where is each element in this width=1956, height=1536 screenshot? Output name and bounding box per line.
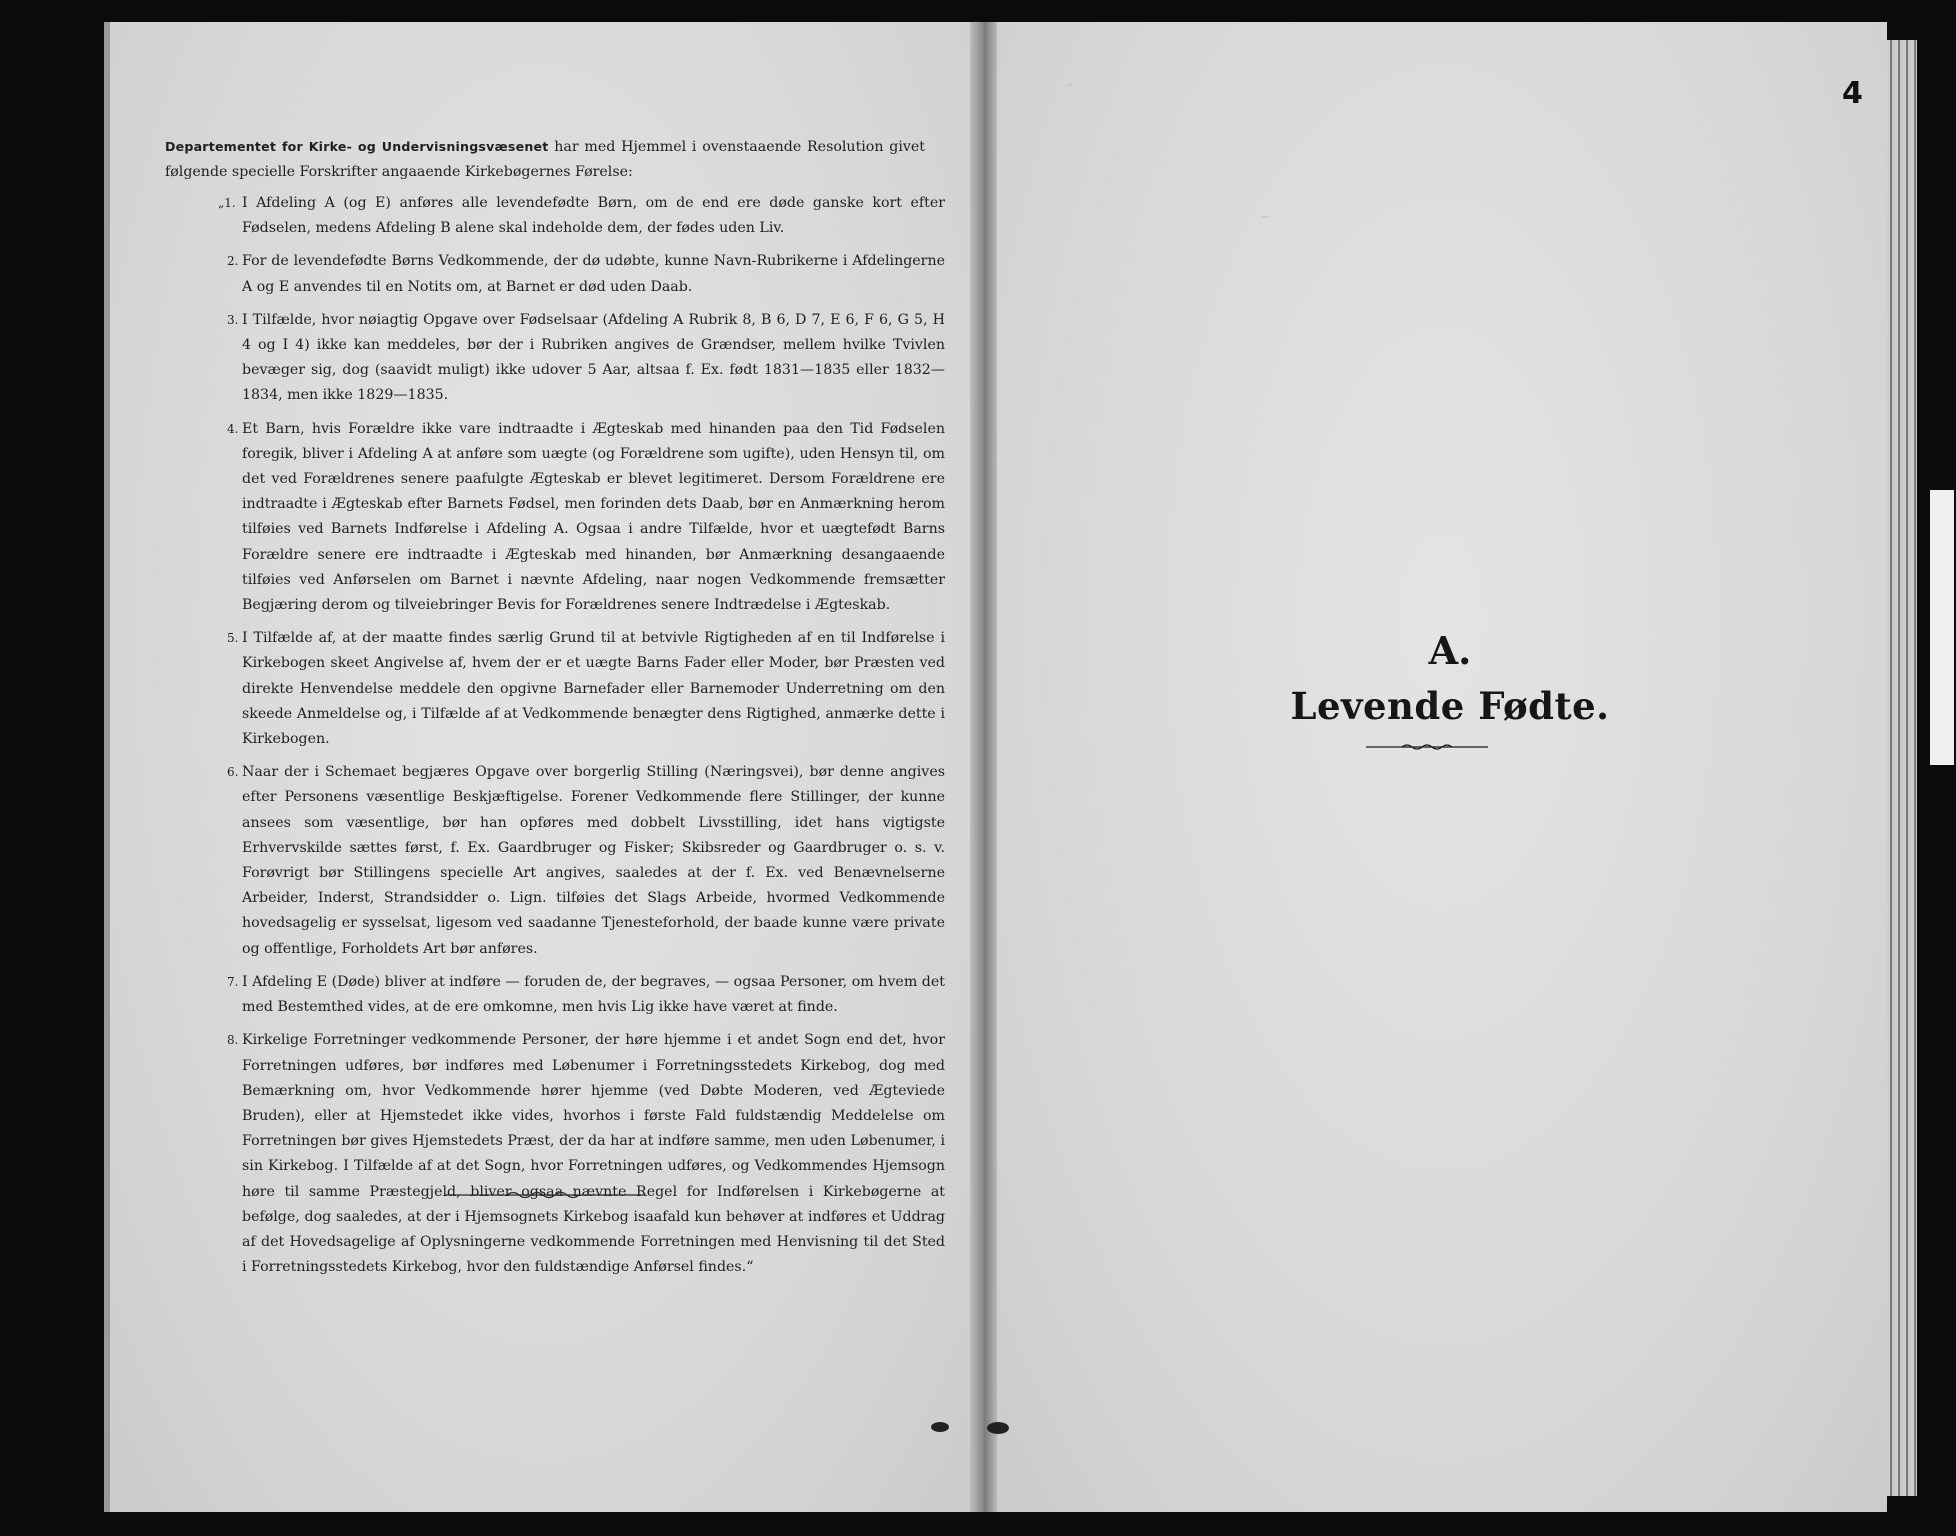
divider-ornament-left	[445, 1190, 645, 1200]
regulation-heading	[165, 134, 925, 185]
rule-text: I Afdeling E (Døde) bliver at indføre — foruden de, der begraves, — ogsaa Personer, om hvem det med Bestemthed vides, at de ere omkomne, men hvis Lig ikke have været at finde.	[242, 973, 945, 1016]
rule-number: 3.	[227, 312, 239, 327]
rule-number: „1.	[218, 196, 236, 210]
rule-item	[165, 626, 945, 752]
rule-number: 5.	[227, 631, 239, 646]
rule-item	[165, 970, 945, 1020]
rule-number: 2.	[227, 254, 239, 269]
rule-number: 6.	[227, 765, 239, 780]
rule-text: I Afdeling A (og E) anføres alle levendefødte Børn, om de end ere døde ganske kort efter Fødselen, medens Afdeling B alene skal indeholde dem, der fødes uden Liv.	[242, 195, 945, 237]
rules-list	[165, 191, 945, 1288]
rule-text: Naar der i Schemaet begjæres Opgave over borgerlig Stilling (Næringsvei), bør denne angives efter Personens væsentlige Beskjæftigelse. Forener Vedkommende flere Stillinger, der kunne ansees som væsentlige, bør han opføres med dobbelt Livsstilling, idet hans vigtigste Erhvervskilde sættes først, f. Ex. Gaardbruger og Fisker; Skibsreder og Gaardbruger o. s. v. Forøvrigt bør Stillingens specielle Art angives, saaledes at der f. Ex. ved Benævnelserne Arbeider, Inderst, Strandsidder o. Lign. tilføies det Slags Arbeide, hvormed Vedkommende hovedsagelig er sysselsat, ligesom ved saadanne Tjenesteforhold, der baade kunne være private og offentlige, Forholdets Art bør anføres.	[242, 764, 945, 957]
rule-item	[165, 760, 945, 962]
heading-department: Departementet for Kirke- og Undervisningsvæsenet	[165, 139, 549, 154]
rule-item	[165, 1028, 945, 1280]
rule-text: I Tilfælde, hvor nøiagtig Opgave over Fødselsaar (Afdeling A Rubrik 8, B 6, D 7, E 6, F 6, G 5, H 4 og I 4) ikke kan meddeles, bør der i Rubriken angives de Grændser, mellem hvilke Tvivlen bevæger sig, dog (saavidt muligt) ikke udover 5 Aar, altsaa f. Ex. født 1831—1835 eller 1832—1834, men ikke 1829—1835.	[242, 311, 945, 404]
rule-text: For de levendefødte Børns Vedkommende, der dø udøbte, kunne Navn-Rubrikerne i Afdelingerne A og E anvendes til en Notits om, at Barnet er død uden Daab.	[242, 253, 945, 295]
page-edges	[1887, 40, 1917, 1496]
rule-text: Kirkelige Forretninger vedkommende Personer, der høre hjemme i et andet Sogn end det, hvor Forretningen udføres, bør indføres med Løbenumer i Forretningsstedets Kirkebog, dog med Bemærkning om, hvor Vedkommende hører hjemme (ved Døbte Moderen, ved Ægteviede Bruden), eller at Hjemstedet ikke vides, hvorhos i første Fald fuldstændig Meddelelse om Forretningen bør gives Hjemstedets Præst, der da har at indføre samme, men uden Løbenumer, i sin Kirkebog. I Tilfælde af at det Sogn, hvor Forretningen udføres, og Vedkommendes Hjemsogn høre til samme Præstegjeld, bliver ogsaa nævnte Regel for Indførelsen i Kirkebøgerne at befølge, dog saaledes, at der i Hjemsognets Kirkebog isaafald kun behøver at indføres et Uddrag af det Hovedsagelige af Oplysningerne vedkommende Forretningen med Henvisning til det Sted i Forretningsstedets Kirkebog, hvor den fuldstændige Anførsel findes.“	[242, 1032, 945, 1276]
rule-item	[165, 249, 945, 299]
bleed-through-mark: ~	[1260, 210, 1271, 225]
heading-text: har med Hjemmel i ovenstaaende Resolution givet følgende specielle Forskrifter angaaende Kirkebøgernes Førelse:	[165, 139, 925, 180]
rule-number: 8.	[227, 1033, 239, 1048]
book-gutter	[970, 22, 997, 1512]
page-number: 4	[1842, 76, 1863, 111]
rule-text: Et Barn, hvis Forældre ikke vare indtraadte i Ægteskab med hinanden paa den Tid Fødselen foregik, bliver i Afdeling A at anføre som uægte (og Forældrene som ugifte), uden Hensyn til, om det ved Forældrenes senere paafulgte Ægteskab er blevet legitimeret. Dersom Forældrene ere indtraadte i Ægteskab efter Barnets Fødsel, men forinden dets Daab, bør en Anmærkning herom tilføies ved Barnets Indførelse i Afdeling A. Ogsaa i andre Tilfælde, hvor et uægtefødt Barns Forældre senere ere indtraadte i Ægteskab med hinanden, bør Anmærkning desangaaende tilføies ved Anførselen om Barnet i nævnte Afdeling, naar nogen Vedkommende fremsætter Begjæring derom og tilveiebringer Bevis for Forældrenes senere Indtrædelse i Ægteskab.	[242, 420, 945, 614]
section-letter: A.	[1428, 628, 1472, 673]
rule-number: 4.	[227, 421, 239, 436]
divider-ornament-right	[1366, 742, 1488, 752]
rule-item	[165, 308, 945, 409]
section-title: Levende Fødte.	[1290, 684, 1610, 728]
ink-blot	[928, 1418, 1018, 1428]
rule-item	[165, 191, 945, 241]
rule-text: I Tilfælde af, at der maatte findes særlig Grund til at betvivle Rigtigheden af en til Indførelse i Kirkebogen skeet Angivelse af, hvem der er et uægte Barns Fader eller Moder, bør Præsten ved direkte Henvendelse meddele den opgivne Barnefader eller Barnemoder Underretning om den skeede Anmeldelse og, i Tilfælde af at Vedkommende benægter dens Rigtighed, anmærke dette i Kirkebogen.	[242, 630, 945, 748]
right-page	[997, 22, 1887, 1512]
rule-item	[165, 417, 945, 619]
paper-tab	[1930, 490, 1954, 765]
rule-number: 7.	[227, 974, 239, 989]
bleed-through-mark: ~	[1065, 78, 1076, 93]
